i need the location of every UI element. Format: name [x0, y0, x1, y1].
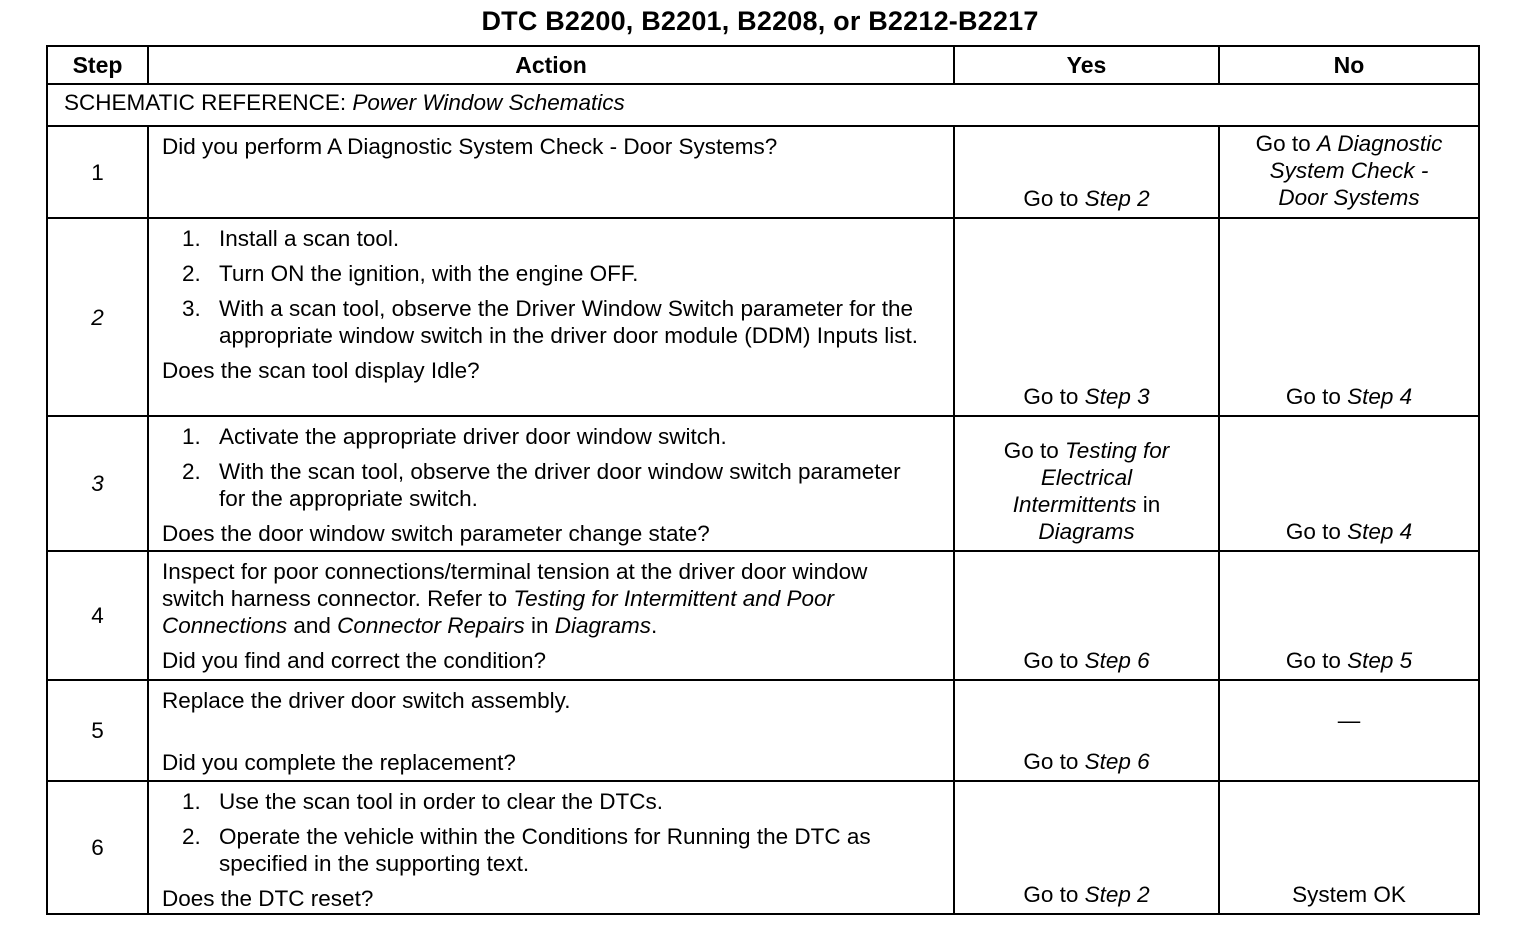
- header-no: No: [1219, 46, 1479, 84]
- table-row: [47, 551, 1479, 680]
- list-item: 1. Use the scan tool in order to clear the DTCs.: [182, 789, 663, 814]
- list-item: 1. Activate the appropriate driver door window switch.: [182, 424, 727, 449]
- action-cell: [148, 416, 954, 551]
- header-row: [47, 46, 1479, 84]
- yes-link[interactable]: Step 3: [1084, 384, 1150, 409]
- schematic-label: SCHEMATIC REFERENCE:: [64, 90, 353, 115]
- table-row: [47, 126, 1479, 218]
- yes-cell: Go to Step 3: [954, 218, 1219, 416]
- yes-link[interactable]: Step 2: [1084, 882, 1150, 907]
- action-cell: [148, 218, 954, 416]
- step-number: 1: [47, 126, 148, 218]
- yes-link[interactable]: Testing for: [1065, 438, 1170, 463]
- step-question: Did you complete the replacement?: [162, 750, 516, 775]
- yes-link[interactable]: Electrical: [1040, 465, 1133, 490]
- step-list: [162, 423, 941, 512]
- reference-link[interactable]: Connector Repairs: [337, 613, 525, 638]
- no-cell: [1219, 126, 1479, 218]
- table-row: [47, 416, 1479, 551]
- no-link[interactable]: System Check -: [1269, 158, 1429, 183]
- step-list: [162, 788, 941, 877]
- reference-link[interactable]: Diagrams: [554, 613, 652, 638]
- action-cell: [148, 126, 954, 218]
- yes-cell: Go to Step 2: [954, 781, 1219, 914]
- yes-prefix: Go to: [1023, 186, 1085, 211]
- action-cell: [148, 680, 954, 781]
- diagnostic-table: [46, 45, 1480, 915]
- no-cell: —: [1219, 680, 1479, 781]
- no-link[interactable]: Step 5: [1347, 648, 1413, 673]
- table-row: [47, 680, 1479, 781]
- no-prefix: Go to: [1255, 131, 1317, 156]
- header-step: Step: [47, 46, 148, 84]
- step-instruction: Inspect for poor connections/terminal tension at the driver door window switch harness connector. Refer to Testing for Intermittent and Poor Connections and Connector Repairs in Diagrams.: [162, 559, 868, 638]
- reference-link[interactable]: Testing for Intermittent and Poor Connections: [162, 586, 835, 638]
- schematic-reference: [47, 84, 1479, 126]
- page-title: DTC B2200, B2201, B2208, or B2212-B2217: [481, 6, 1039, 36]
- list-item: 3. With a scan tool, observe the Driver Window Switch parameter for the appropriate window switch in the driver door module (DDM) Inputs list.: [182, 296, 919, 348]
- step-question: Does the scan tool display Idle?: [162, 358, 480, 383]
- step-number: 3: [47, 416, 148, 551]
- yes-link[interactable]: Step 6: [1084, 749, 1150, 774]
- list-item: 2. With the scan tool, observe the driver door window switch parameter for the appropriate switch.: [182, 459, 901, 511]
- step-question: Did you find and correct the condition?: [162, 648, 546, 673]
- no-link[interactable]: Step 4: [1347, 384, 1413, 409]
- table-row: [47, 218, 1479, 416]
- list-item: 1. Install a scan tool.: [182, 226, 400, 251]
- step-question: Does the DTC reset?: [162, 886, 374, 911]
- step-list: [162, 225, 941, 349]
- no-cell: Go to Step 4: [1219, 416, 1479, 551]
- yes-cell: Go to Step 6: [954, 551, 1219, 680]
- table-row: [47, 781, 1479, 914]
- no-link[interactable]: Door Systems: [1278, 185, 1420, 210]
- yes-cell: Go to Testing for Electrical Intermittents in Diagrams: [954, 416, 1219, 551]
- no-cell: System OK: [1219, 781, 1479, 914]
- yes-cell: [954, 126, 1219, 218]
- no-link[interactable]: A Diagnostic: [1316, 131, 1443, 156]
- yes-link[interactable]: Step 6: [1084, 648, 1150, 673]
- step-question: Does the door window switch parameter change state?: [162, 521, 710, 546]
- list-item: 2. Turn ON the ignition, with the engine OFF.: [182, 261, 639, 286]
- schematic-link[interactable]: Power Window Schematics: [352, 90, 625, 115]
- no-cell: Go to Step 5: [1219, 551, 1479, 680]
- yes-link[interactable]: Step 2: [1084, 186, 1150, 211]
- schematic-reference-row: [47, 84, 1479, 126]
- action-cell: [148, 781, 954, 914]
- list-item: 2. Operate the vehicle within the Conditions for Running the DTC as specified in the supporting text.: [182, 824, 871, 876]
- yes-link[interactable]: Intermittents: [1012, 492, 1137, 517]
- header-action: Action: [148, 46, 954, 84]
- step-number: 4: [47, 551, 148, 680]
- no-link[interactable]: Step 4: [1347, 519, 1413, 544]
- no-cell: Go to Step 4: [1219, 218, 1479, 416]
- yes-link[interactable]: Diagrams: [1038, 519, 1135, 544]
- yes-cell: Go to Step 6: [954, 680, 1219, 781]
- step-number: 6: [47, 781, 148, 914]
- step-instruction: Replace the driver door switch assembly.: [162, 688, 571, 713]
- step-number: 5: [47, 680, 148, 781]
- step-number: 2: [47, 218, 148, 416]
- action-cell: [148, 551, 954, 680]
- step-question: Did you perform A Diagnostic System Check - Door Systems?: [162, 134, 778, 159]
- header-yes: Yes: [954, 46, 1219, 84]
